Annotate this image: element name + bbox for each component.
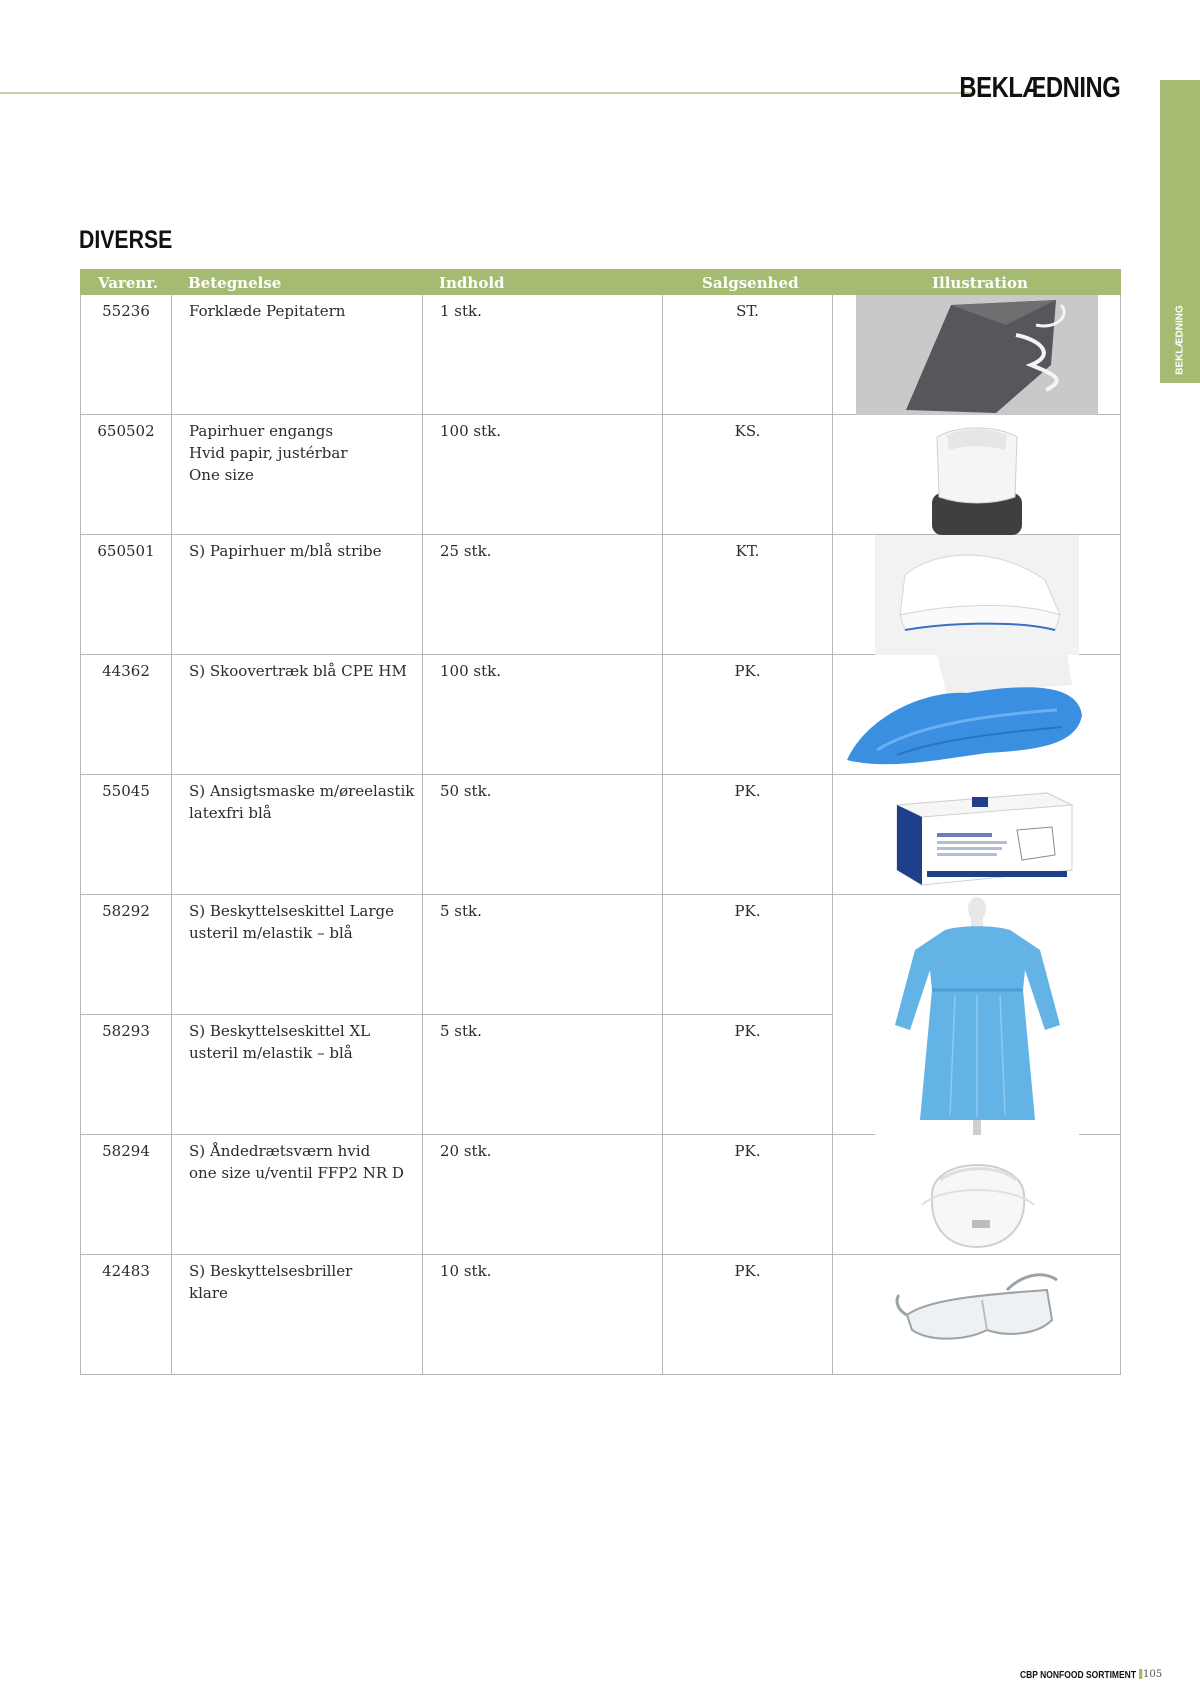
apron-image — [856, 295, 1098, 415]
betegnelse-line: one size u/ventil FFP2 NR D — [189, 1164, 404, 1182]
cell-illustration — [832, 655, 1121, 774]
header-rule — [0, 92, 972, 94]
cell-indhold: 1 stk. — [422, 295, 662, 414]
cell-varenr: 58294 — [80, 1135, 171, 1254]
cell-illustration — [832, 415, 1121, 534]
shoe-cover-image — [837, 655, 1117, 775]
cell-varenr: 58292 — [80, 895, 171, 1015]
cell-betegnelse — [171, 415, 422, 534]
cell-illustration — [832, 775, 1121, 894]
betegnelse-line: S) Beskyttelsesbriller — [189, 1262, 353, 1280]
table-header — [80, 269, 1121, 295]
table-row — [80, 1255, 1121, 1375]
col-header-illustration: Illustration — [932, 274, 1028, 292]
betegnelse-line: usteril m/elastik – blå — [189, 924, 353, 942]
cell-illustration — [832, 895, 1121, 1015]
page-number: 105 — [1143, 1669, 1163, 1680]
cell-varenr: 650501 — [80, 535, 171, 654]
cell-varenr: 58293 — [80, 1015, 171, 1134]
cell-betegnelse — [171, 535, 422, 654]
cell-illustration — [832, 1255, 1121, 1374]
cell-indhold: 5 stk. — [422, 895, 662, 1015]
cell-varenr: 55045 — [80, 775, 171, 894]
table-row — [80, 295, 1121, 415]
col-header-indhold: Indhold — [439, 274, 505, 292]
betegnelse-line: S) Beskyttelseskittel Large — [189, 902, 394, 920]
cell-varenr: 55236 — [80, 295, 171, 414]
section-title: BEKLÆDNING — [958, 72, 1120, 104]
cell-betegnelse — [171, 775, 422, 894]
product-table — [80, 269, 1121, 1375]
cell-indhold: 100 stk. — [422, 415, 662, 534]
paper-hat-image — [917, 415, 1037, 535]
cell-salgsenhed: PK. — [662, 655, 832, 774]
cell-illustration-merged — [832, 1015, 1121, 1134]
betegnelse-line: Hvid papir, justérbar — [189, 444, 348, 462]
betegnelse-line: Papirhuer engangs — [189, 422, 334, 440]
side-tab-label: BEKLÆDNING — [1174, 305, 1186, 375]
betegnelse-line: S) Åndedrætsværn hvid — [189, 1142, 371, 1160]
cell-salgsenhed: PK. — [662, 1255, 832, 1374]
paper-cap-blue-stripe-image — [875, 535, 1079, 655]
col-header-salgsenhed: Salgsenhed — [702, 274, 799, 292]
safety-glasses-image — [887, 1255, 1067, 1375]
table-row — [80, 1135, 1121, 1255]
betegnelse-line: S) Beskyttelseskittel XL — [189, 1022, 371, 1040]
cell-indhold: 50 stk. — [422, 775, 662, 894]
footer-brand-text: CBP NONFOOD SORTIMENT — [1020, 1670, 1137, 1681]
cell-salgsenhed: PK. — [662, 895, 832, 1015]
cell-indhold: 10 stk. — [422, 1255, 662, 1374]
table-row — [80, 895, 1121, 1015]
cell-illustration — [832, 535, 1121, 654]
betegnelse-line: usteril m/elastik – blå — [189, 1044, 353, 1062]
betegnelse-line: Forklæde Pepitatern — [189, 302, 346, 320]
col-header-betegnelse: Betegnelse — [188, 274, 282, 292]
betegnelse-line: One size — [189, 466, 254, 484]
cell-betegnelse — [171, 1015, 422, 1134]
cell-indhold: 5 stk. — [422, 1015, 662, 1134]
table-row — [80, 1015, 1121, 1135]
table-row — [80, 415, 1121, 535]
table-row — [80, 655, 1121, 775]
betegnelse-line: S) Papirhuer m/blå stribe — [189, 542, 382, 560]
col-header-varenr: Varenr. — [98, 274, 159, 292]
betegnelse-line: S) Skoovertræk blå CPE HM — [189, 662, 407, 680]
cell-betegnelse — [171, 895, 422, 1015]
cell-betegnelse — [171, 295, 422, 414]
cell-salgsenhed: PK. — [662, 775, 832, 894]
footer-brand — [1020, 1669, 1143, 1681]
betegnelse-line: S) Ansigtsmaske m/øreelastik — [189, 782, 415, 800]
table-row — [80, 775, 1121, 895]
cell-betegnelse — [171, 1135, 422, 1254]
side-tab — [1160, 80, 1200, 383]
cell-salgsenhed: KS. — [662, 415, 832, 534]
cell-salgsenhed: PK. — [662, 1015, 832, 1134]
cell-varenr: 44362 — [80, 655, 171, 774]
cell-salgsenhed: PK. — [662, 1135, 832, 1254]
betegnelse-line: klare — [189, 1284, 228, 1302]
cell-indhold: 100 stk. — [422, 655, 662, 774]
cell-illustration — [832, 295, 1121, 414]
cell-indhold: 25 stk. — [422, 535, 662, 654]
cell-indhold: 20 stk. — [422, 1135, 662, 1254]
cell-varenr: 42483 — [80, 1255, 171, 1374]
cell-illustration — [832, 1135, 1121, 1254]
cell-varenr: 650502 — [80, 415, 171, 534]
face-mask-box-image — [877, 775, 1077, 895]
cell-salgsenhed: KT. — [662, 535, 832, 654]
respirator-image — [912, 1135, 1042, 1255]
subsection-title: DIVERSE — [79, 226, 173, 254]
betegnelse-line: latexfri blå — [189, 804, 272, 822]
cell-betegnelse — [171, 1255, 422, 1374]
cell-betegnelse — [171, 655, 422, 774]
table-row — [80, 535, 1121, 655]
cell-salgsenhed: ST. — [662, 295, 832, 414]
